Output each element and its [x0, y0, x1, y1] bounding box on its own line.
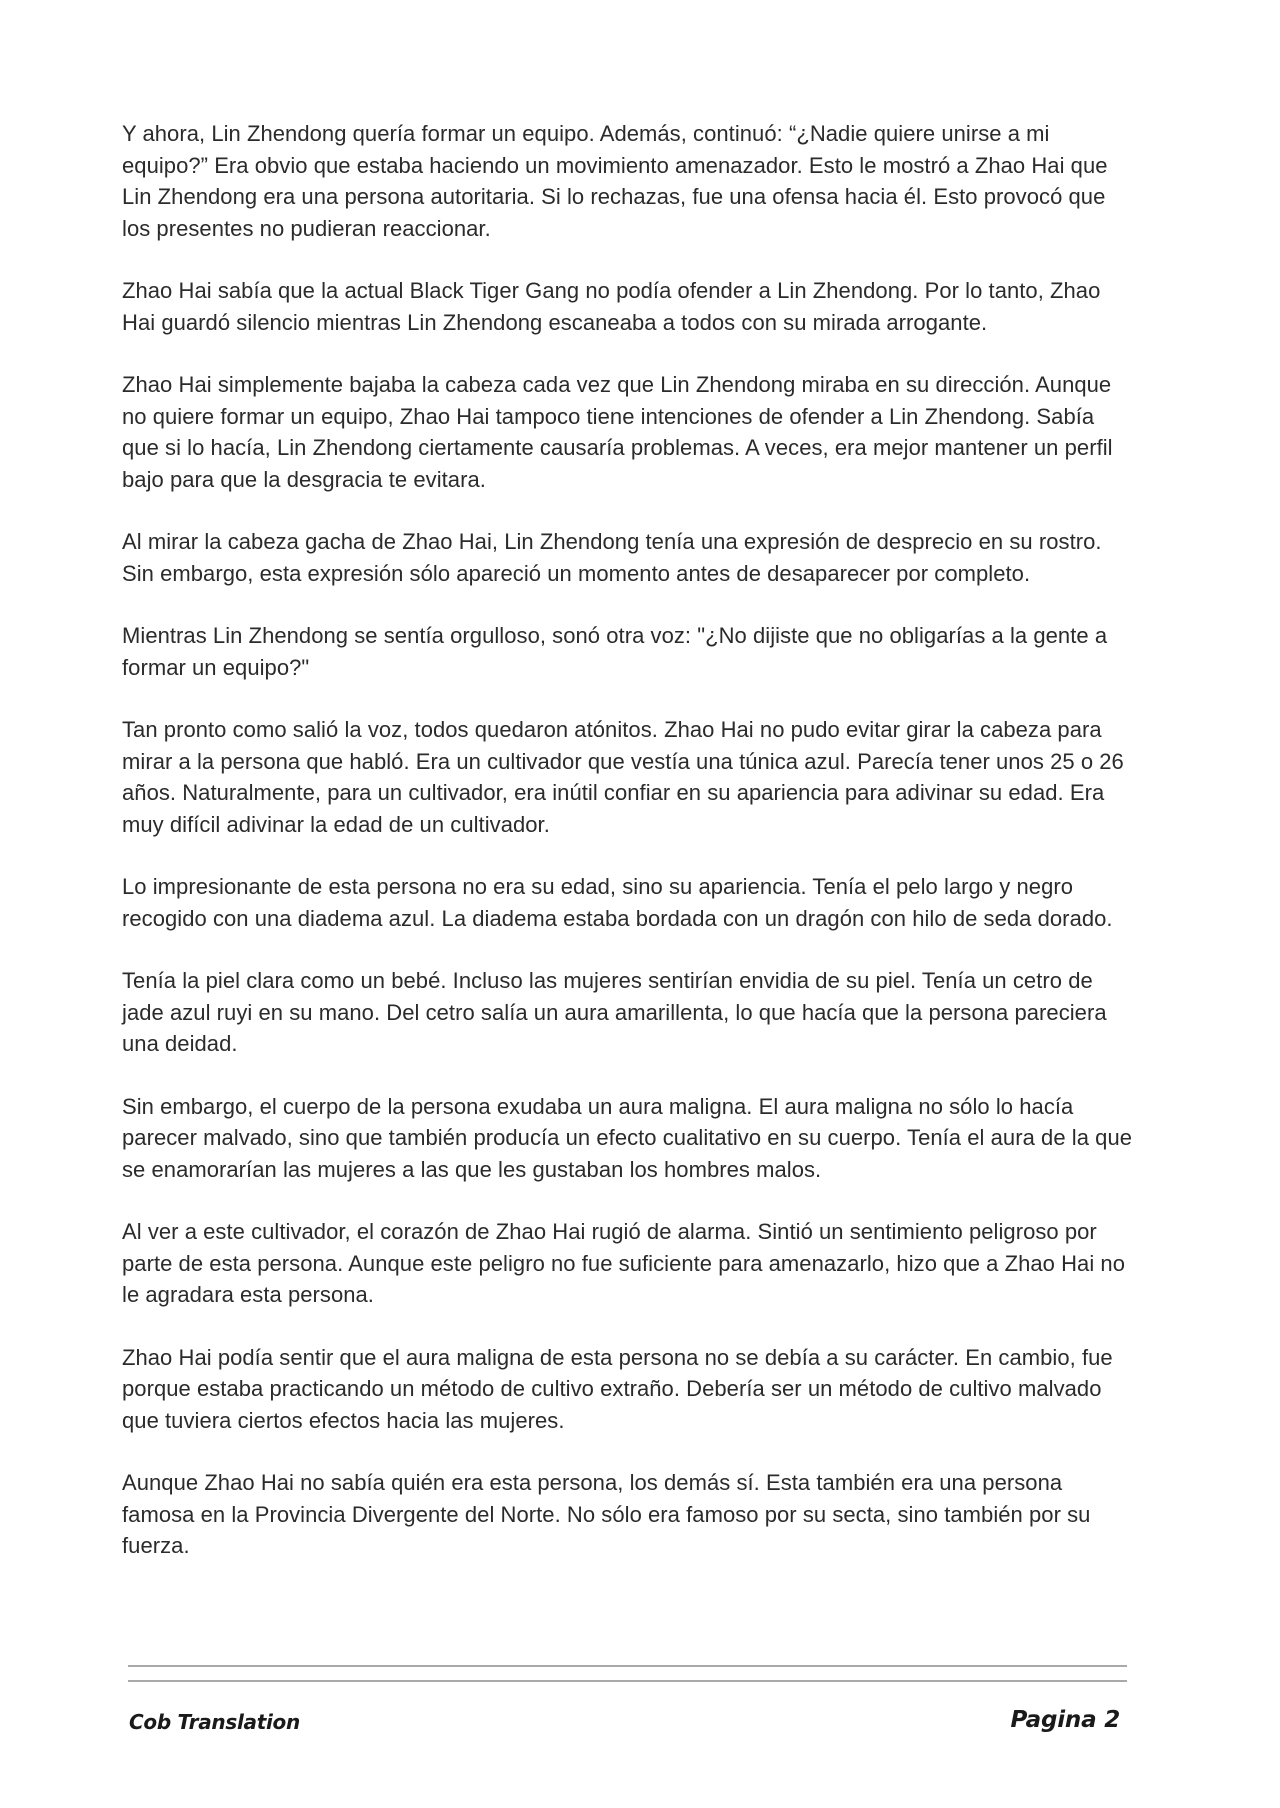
paragraph: Zhao Hai simplemente bajaba la cabeza cada vez que Lin Zhendong miraba en su dirección. Aunque no quiere formar un equipo, Zhao Hai tampoco tiene intenciones de ofender a Lin Zhendong. Sabía que si lo hacía, Lin Zhendong ciertamente causaría problemas. A veces, era mejor mantener un perfil bajo para que la desgracia te evitara. [122, 372, 1113, 492]
paragraph: Tenía la piel clara como un bebé. Incluso las mujeres sentirían envidia de su piel. Tenía un cetro de jade azul ruyi en su mano. Del cetro salía un aura amarillenta, lo que hacía que la persona pareciera una deidad. [122, 968, 1107, 1056]
paragraph: Mientras Lin Zhendong se sentía orgulloso, sonó otra voz: "¿No dijiste que no obligarías a la gente a formar un equipo?" [122, 623, 1108, 680]
paragraph: Al ver a este cultivador, el corazón de Zhao Hai rugió de alarma. Sintió un sentimiento peligroso por parte de esta persona. Aunque este peligro no fue suficiente para amenazarlo, hizo que a Zhao Hai no le agradara esta persona. [122, 1219, 1126, 1307]
footer-divider-top [128, 1665, 1127, 1667]
paragraph: Al mirar la cabeza gacha de Zhao Hai, Lin Zhendong tenía una expresión de desprecio en su rostro. Sin embargo, esta expresión sólo apareció un momento antes de desaparecer por completo. [122, 529, 1102, 586]
footer-divider-bottom [128, 1680, 1127, 1682]
paragraph: Aunque Zhao Hai no sabía quién era esta persona, los demás sí. Esta también era una persona famosa en la Provincia Divergente del Norte. No sólo era famoso por su secta, sino también por su fuerza. [122, 1470, 1091, 1558]
footer-page-number: Pagina 2 [1010, 1707, 1120, 1733]
paragraph: Y ahora, Lin Zhendong quería formar un equipo. Además, continuó: “¿Nadie quiere unirse a mi equipo?” Era obvio que estaba haciendo un movimiento amenazador. Esto le mostró a Zhao Hai que Lin Zhendong era una persona autoritaria. Si lo rechazas, fue una ofensa hacia él. Esto provocó que los presentes no pudieran reaccionar. [122, 121, 1108, 241]
paragraph: Zhao Hai sabía que la actual Black Tiger Gang no podía ofender a Lin Zhendong. Por lo tanto, Zhao Hai guardó silencio mientras Lin Zhendong escaneaba a todos con su mirada arrogante. [122, 278, 1101, 335]
paragraph: Sin embargo, el cuerpo de la persona exudaba un aura maligna. El aura maligna no sólo lo hacía parecer malvado, sino que también producía un efecto cualitativo en su cuerpo. Tenía el aura de la que se enamorarían las mujeres a las que les gustaban los hombres malos. [122, 1093, 1133, 1182]
document-body [122, 118, 1132, 1593]
footer-translator-credit: Cob Translation [129, 1710, 300, 1734]
paragraph: Tan pronto como salió la voz, todos quedaron atónitos. Zhao Hai no pudo evitar girar la cabeza para mirar a la persona que habló. Era un cultivador que vestía una túnica azul. Parecía tener unos 25 o 26 años. Naturalmente, para un cultivador, era inútil confiar en su apariencia para adivinar su edad. Era muy difícil adivinar la edad de un cultivador. [122, 717, 1124, 837]
paragraph: Zhao Hai podía sentir que el aura maligna de esta persona no se debía a su carácter. En cambio, fue porque estaba practicando un método de cultivo extraño. Debería ser un método de cultivo malvado que tuviera ciertos efectos hacia las mujeres. [122, 1344, 1113, 1433]
paragraph: Lo impresionante de esta persona no era su edad, sino su apariencia. Tenía el pelo largo y negro recogido con una diadema azul. La diadema estaba bordada con un dragón con hilo de seda dorado. [122, 874, 1113, 931]
